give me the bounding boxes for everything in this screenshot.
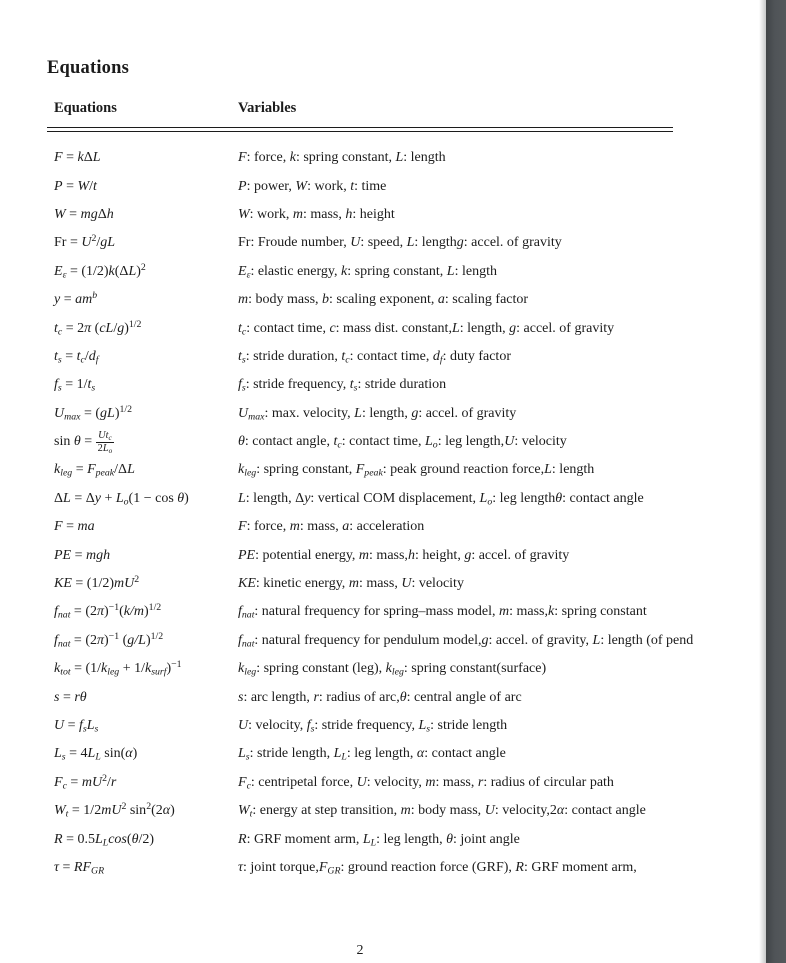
variables-cell: s: arc length, r: radius of arc,θ: central angle of arc: [238, 689, 522, 705]
table-row: [47, 485, 673, 513]
variables-cell: $k_{leg}$: spring constant, $F_{peak}$: peak ground reaction force,L: length: [238, 462, 595, 480]
table-row: [47, 456, 673, 484]
table-row: [47, 683, 673, 711]
column-header-variables: Variables: [238, 99, 297, 116]
table-header-row: [47, 97, 673, 119]
variables-cell: $t_c$: contact time, c: mass dist. constant,L: length, g: accel. of gravity: [238, 320, 615, 338]
variables-cell: R: GRF moment arm, $L_L$: leg length, θ: joint angle: [238, 831, 520, 849]
equation-cell: $Fr = U^2/gL$: [54, 233, 116, 251]
equation-cell: F = kΔL: [54, 150, 101, 166]
equation-cell: $f_{nat} = (2\pi)^{-1}(k/m)^{1/2}$: [54, 602, 162, 622]
variables-cell: PE: potential energy, m: mass,h: height, g: accel. of gravity: [238, 547, 570, 563]
equation-cell: $U_{max} = (gL)^{1/2}$: [54, 403, 133, 423]
equation-cell: PE = mgh: [54, 547, 111, 563]
equation-table: [47, 97, 694, 882]
equation-cell: $y = am^b$: [54, 290, 98, 308]
table-row: [47, 712, 673, 740]
equation-cell: $E_\varepsilon = (1/2)k(\Delta L)^2$: [54, 261, 146, 281]
table-row: [47, 144, 673, 172]
variables-cell: $E_\varepsilon$: elastic energy, k: spring constant, L: length: [238, 263, 497, 281]
table-row: [47, 825, 673, 853]
variables-cell: $F_c$: centripetal force, U: velocity, m: mass, r: radius of circular path: [238, 774, 614, 792]
table-row: [47, 343, 673, 371]
equation-cell: $R = 0.5L_L\cos(\theta/2)$: [54, 831, 155, 849]
table-row: [47, 286, 673, 314]
table-row: [47, 314, 673, 342]
equation-cell: $f_s = 1/t_s$: [54, 377, 96, 395]
variables-cell: W: work, m: mass, h: height: [238, 206, 395, 222]
variables-cell: $U_{max}$: max. velocity, L: length, g: accel. of gravity: [238, 405, 517, 423]
equation-cell: F = ma: [54, 519, 95, 535]
table-row: [47, 655, 673, 683]
variables-cell: F: force, k: spring constant, L: length: [238, 150, 446, 166]
equation-cell: s = rθ: [54, 689, 87, 705]
page-number: 2: [356, 943, 364, 958]
table-row: [47, 627, 694, 655]
column-header-equations: Equations: [54, 99, 117, 116]
table-row: [47, 740, 673, 768]
equation-cell: $f_{nat} = (2\pi)^{-1}$ $(g/L)^{1/2}$: [54, 630, 164, 650]
table-row: [47, 229, 673, 257]
table-row: [47, 172, 673, 200]
table-row: [47, 201, 673, 229]
equation-cell: $F_c = mU^2/r$: [54, 772, 117, 792]
equation-cell: $t_c = 2\pi$ $(cL/g)^{1/2}$: [54, 318, 142, 338]
equation-cell: $\Delta L = \Delta y + L_o(1 - \cos \theta)$: [54, 490, 189, 508]
equation-cell: $W_t = 1/2mU^2$ $\sin^2(2\alpha)$: [54, 801, 175, 820]
equation-cell: sin θ = $\frac{Ut_c}{2L_o}$: [54, 429, 113, 456]
variables-cell: P: power, W: work, t: time: [238, 178, 387, 194]
table-row: [47, 428, 673, 456]
variables-cell: $f_{nat}$: natural frequency for spring–mass model, m: mass,k: spring constant: [238, 604, 647, 622]
variables-cell: $L_s$: stride length, $L_L$: leg length, α: contact angle: [238, 746, 506, 764]
equation-cell: $k_{leg} = F_{peak}/\Delta L$: [54, 462, 135, 480]
variables-cell: $f_s$: stride frequency, $t_s$: stride duration: [238, 377, 447, 395]
table-row: [47, 598, 673, 626]
equation-cell: $k_{tot} = (1/k_{leg} + 1/k_{surf})^{-1}$: [54, 659, 182, 678]
table-row: [47, 854, 673, 882]
variables-cell: m: body mass, b: scaling exponent, a: scaling factor: [238, 292, 529, 308]
variables-cell: L: length, Δy: vertical COM displacement, $L_o$: leg lengthθ: contact angle: [238, 490, 644, 508]
table-row: [47, 570, 673, 598]
variables-cell: $t_s$: stride duration, $t_c$: contact time, $d_f$: duty factor: [238, 348, 511, 366]
equation-cell: $\tau = RF_{GR}$: [54, 859, 105, 877]
table-body: [47, 144, 694, 882]
table-row: [47, 541, 673, 569]
equation-cell: KE = $(1/2)mU^2$: [54, 574, 140, 592]
variables-cell: $f_{nat}$: natural frequency for pendulum model,g: accel. of gravity, L: length (of pend: [238, 632, 694, 650]
variables-cell: Fr: Froude number, U: speed, L: lengthg: accel. of gravity: [238, 235, 562, 251]
variables-cell: KE: kinetic energy, m: mass, U: velocity: [238, 576, 464, 592]
table-row: [47, 400, 673, 428]
table-header-rule: [47, 127, 673, 132]
equation-cell: $L_s = 4L_L$ sin(α): [54, 746, 138, 764]
equation-cell: $t_s = t_c/d_f$: [54, 348, 99, 366]
table-row: [47, 371, 673, 399]
viewer-background-strip: [766, 0, 786, 963]
variables-cell: F: force, m: mass, a: acceleration: [238, 519, 425, 535]
variables-cell: $W_t$: energy at step transition, m: body mass, U: velocity,2α: contact angle: [238, 803, 646, 820]
table-row: [47, 258, 673, 286]
table-row: [47, 513, 673, 541]
variables-cell: $k_{leg}$: spring constant (leg), $k_{leg}$: spring constant(surface): [238, 661, 547, 678]
variables-cell: θ: contact angle, $t_c$: contact time, $L_o$: leg length,U: velocity: [238, 434, 567, 451]
table-row: [47, 797, 673, 825]
variables-cell: U: velocity, $f_s$: stride frequency, $L_s$: stride length: [238, 718, 508, 735]
variables-cell: τ: joint $torque,F_{GR}$: ground reaction force (GRF), R: GRF moment arm,: [238, 859, 637, 877]
equation-cell: W = mgΔh: [54, 206, 114, 222]
equation-cell: P = W/t: [54, 178, 97, 194]
page-title: Equations: [47, 58, 130, 78]
equation-cell: $U = f_sL_s$: [54, 718, 99, 735]
table-row: [47, 769, 673, 797]
